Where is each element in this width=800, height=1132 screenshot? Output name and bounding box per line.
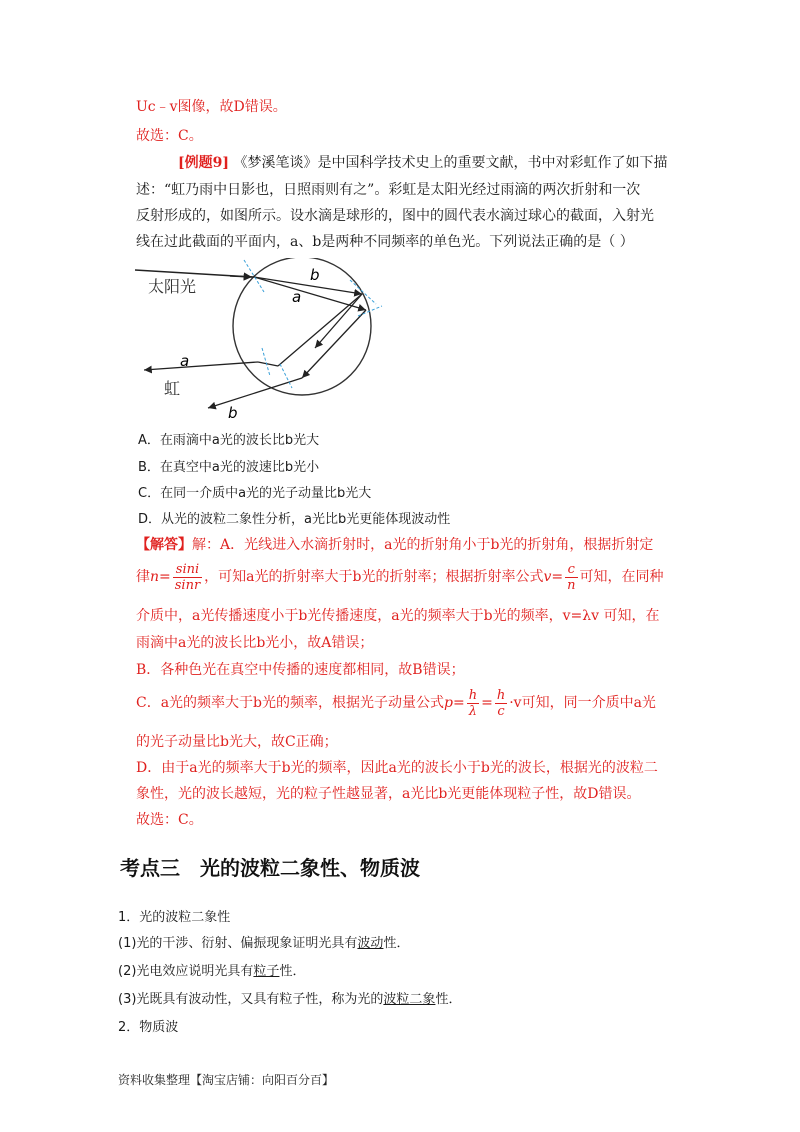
solution-tag: 【解答】 <box>136 537 192 553</box>
section-item-1-2 <box>118 962 305 982</box>
formula3-lhs: p= <box>444 695 465 711</box>
ray-a-out <box>144 362 258 370</box>
solution-line-4: 雨滴中a光的波长比b光小，故A错误； <box>136 635 374 651</box>
raindrop-figure <box>130 258 390 423</box>
solution-p1: 解：A．光线进入水滴折射时，a光的折射角小于b光的折射角，根据折射定 <box>192 537 654 553</box>
item1-1-underline: 波动 <box>357 936 384 951</box>
prev-answer-line: Uc﹣v图像，故D错误。 <box>136 99 287 115</box>
item1-3-pre: (3)光既具有波动性，又具有粒子性，称为光的 <box>118 992 384 1007</box>
formula3-fraction-1 <box>467 688 479 719</box>
formula2-num: c <box>565 562 577 578</box>
option-c: C．在同一介质中a光的光子动量比b光大 <box>138 486 372 501</box>
solution-line-5: B．各种色光在真空中传播的速度都相同，故B错误； <box>136 662 465 678</box>
item1-2-pre: (2)光电效应说明光具有 <box>118 964 254 979</box>
formula1-fraction <box>173 562 202 593</box>
item1-3-post: 性． <box>435 992 462 1007</box>
solution-choice: 故选：C。 <box>136 812 203 828</box>
section-item-1-1 <box>118 934 409 954</box>
sunlight-label: 太阳光 <box>148 277 197 296</box>
solution-p6-post: ·v可知，同一介质中a光 <box>509 695 656 711</box>
section-item-2: 2．物质波 <box>118 1020 179 1035</box>
solution-line-3: 介质中，a光传播速度小于b光传播速度，a光的频率大于b光的频率，v=λv 可知，在 <box>136 608 660 624</box>
example-line-3: 反射形成的，如图所示。设水滴是球形的，图中的圆代表水滴过球心的截面，入射光 <box>136 208 654 224</box>
item1-1-post: 性． <box>383 936 410 951</box>
section-item-1-3 <box>118 990 461 1010</box>
formula2-fraction <box>565 562 577 593</box>
item1-2-underline: 粒子 <box>253 964 280 979</box>
formula3-fraction-2 <box>495 688 507 719</box>
solution-p2-post: 可知，在同种 <box>579 569 664 585</box>
label-a-inside: a <box>292 288 302 306</box>
example-text-1: 《梦溪笔谈》是中国科学技术史上的重要文献，书中对彩虹作了如下描 <box>233 155 668 171</box>
solution-p6-pre: C．a光的频率大于b光的频率，根据光子动量公式 <box>136 695 445 711</box>
formula3-den1: λ <box>468 703 478 719</box>
page-footer: 资料收集整理【淘宝店铺：向阳百分百】 <box>118 1073 335 1087</box>
solution-line-6 <box>136 686 656 720</box>
example-line-2: 述：“虹乃雨中日影也，日照雨则有之”。彩虹是太阳光经过雨滴的两次折射和一次 <box>136 182 641 198</box>
example-line-1 <box>178 153 667 173</box>
formula2-lhs: v= <box>543 569 564 585</box>
example-line-4: 线在过此截面的平面内，a、b是两种不同频率的单色光。下列说法正确的是（ ） <box>136 234 634 250</box>
formula3-num2: h <box>496 687 506 703</box>
formula1-den: sinr <box>174 577 201 593</box>
label-b-inside: b <box>310 266 320 284</box>
item1-1-pre: (1)光的干涉、衍射、偏振现象证明光具有 <box>118 936 358 951</box>
solution-line-9: 象性，光的波长越短，光的粒子性越显著，a光比b光更能体现粒子性，故D错误。 <box>136 786 641 802</box>
solution-p2-mid: ，可知a光的折射率大于b光的折射率；根据折射率公式 <box>204 569 544 585</box>
option-a: A．在雨滴中a光的波长比b光大 <box>138 433 320 448</box>
formula1-num: sini <box>173 562 202 578</box>
solution-line-2 <box>136 560 664 594</box>
label-b-out: b <box>228 404 238 422</box>
item1-3-underline: 波粒二象 <box>383 992 436 1007</box>
solution-p2-pre: 律 <box>136 569 150 585</box>
solution-line-8: D．由于a光的频率大于b光的频率，因此a光的波长小于b光的波长，根据光的波粒二 <box>136 760 658 776</box>
example-tag: [例题9] <box>178 155 229 171</box>
option-b: B．在真空中a光的波速比b光小 <box>138 460 320 475</box>
formula1-lhs: n= <box>150 569 171 585</box>
formula2-den: n <box>567 577 576 593</box>
prev-answer-choice: 故选：C。 <box>136 128 203 144</box>
rainbow-label: 虹 <box>164 379 181 398</box>
formula3-eq: = <box>481 695 493 711</box>
section-title: 考点三 光的波粒二象性、物质波 <box>120 856 420 880</box>
section-item-1: 1．光的波粒二象性 <box>118 910 231 925</box>
option-d: D．从光的波粒二象性分析，a光比b光更能体现波动性 <box>138 512 451 527</box>
label-a-out: a <box>180 352 190 370</box>
solution-line-7: 的光子动量比b光大，故C正确； <box>136 734 338 750</box>
formula3-den2: c <box>497 703 505 719</box>
ray-b-inside <box>254 277 362 294</box>
solution-line-1 <box>136 535 653 555</box>
formula3-num1: h <box>468 687 478 703</box>
item1-2-post: 性． <box>279 964 306 979</box>
